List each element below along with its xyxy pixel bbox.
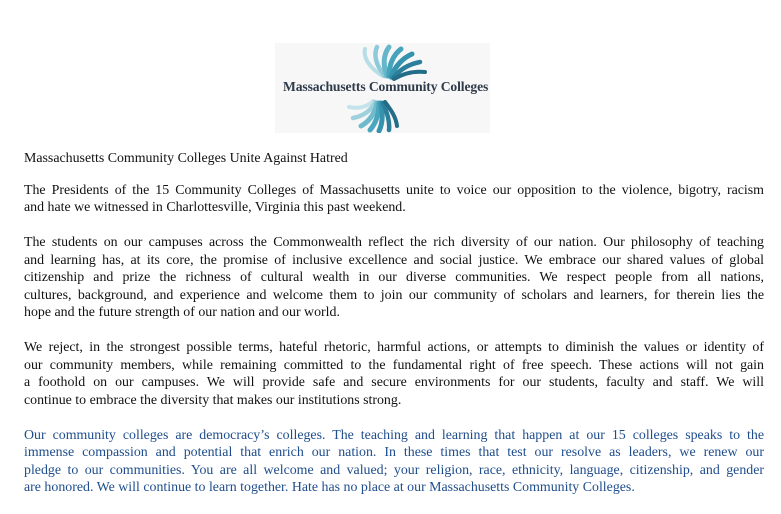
logo <box>275 43 490 133</box>
paragraph-line: Our community colleges are democracy’s colleges. The teaching and learning that happen at our 15 colleges speaks to the <box>24 427 764 443</box>
paragraph-line: continue to embrace the diversity that makes our institutions strong. <box>24 392 402 408</box>
paragraph-line: a foothold on our campuses. We will provide safe and secure environments for our students, faculty and staff. We will <box>24 375 764 390</box>
paragraph-reject <box>24 339 764 409</box>
paragraph-line: are honored. We will continue to learn together. Hate has no place at our Massachusetts Community Colleges. <box>24 480 635 495</box>
paragraph-line: our community members, while remaining committed to the fundamental right of free speech. These actions will not gain <box>24 357 764 373</box>
paragraph-line: The students on our campuses across the Commonwealth reflect the rich diversity of our nation. Our philosophy of teaching <box>24 235 764 250</box>
letter-body <box>24 150 764 514</box>
paragraph-line: The Presidents of the 15 Community Colleges of Massachusetts unite to voice our opposition to the violence, bigotry, racism <box>24 182 764 198</box>
letter-heading: Massachusetts Community Colleges Unite Against Hatred <box>24 151 348 166</box>
paragraph-line: cultures, background, and experience and welcome them to join our community of scholars and learners, for therein lies the <box>24 287 764 303</box>
paragraph-democracy <box>24 427 764 497</box>
paragraph-line: pledge to our communities. You are all welcome and valued; your religion, race, ethnicity, language, citizenship, and gender <box>24 462 764 478</box>
paragraph-opposition <box>24 182 764 217</box>
paragraph-line: immense compassion and potential that enrich our nation. In these times that test our resolve as leaders, we renew our <box>24 445 764 460</box>
paragraph-line: citizenship and prize the richness of cultural wealth in our diverse communities. We respect people from all nations, <box>24 270 764 285</box>
logo-wordmark: Massachusetts Community Colleges <box>283 79 489 94</box>
paragraph-line: We reject, in the strongest possible terms, hateful rhetoric, harmful actions, or attempts to diminish the values or identity of <box>24 340 764 355</box>
paragraph-diversity <box>24 234 764 322</box>
paragraph-line: and learning has, at its core, the promise of inclusive excellence and social justice. We embrace our shared values of global <box>24 252 764 268</box>
paragraph-line: hope and the future strength of our nation and our world. <box>24 305 340 320</box>
paragraph-line: and hate we witnessed in Charlottesville, Virginia this past weekend. <box>24 200 406 215</box>
